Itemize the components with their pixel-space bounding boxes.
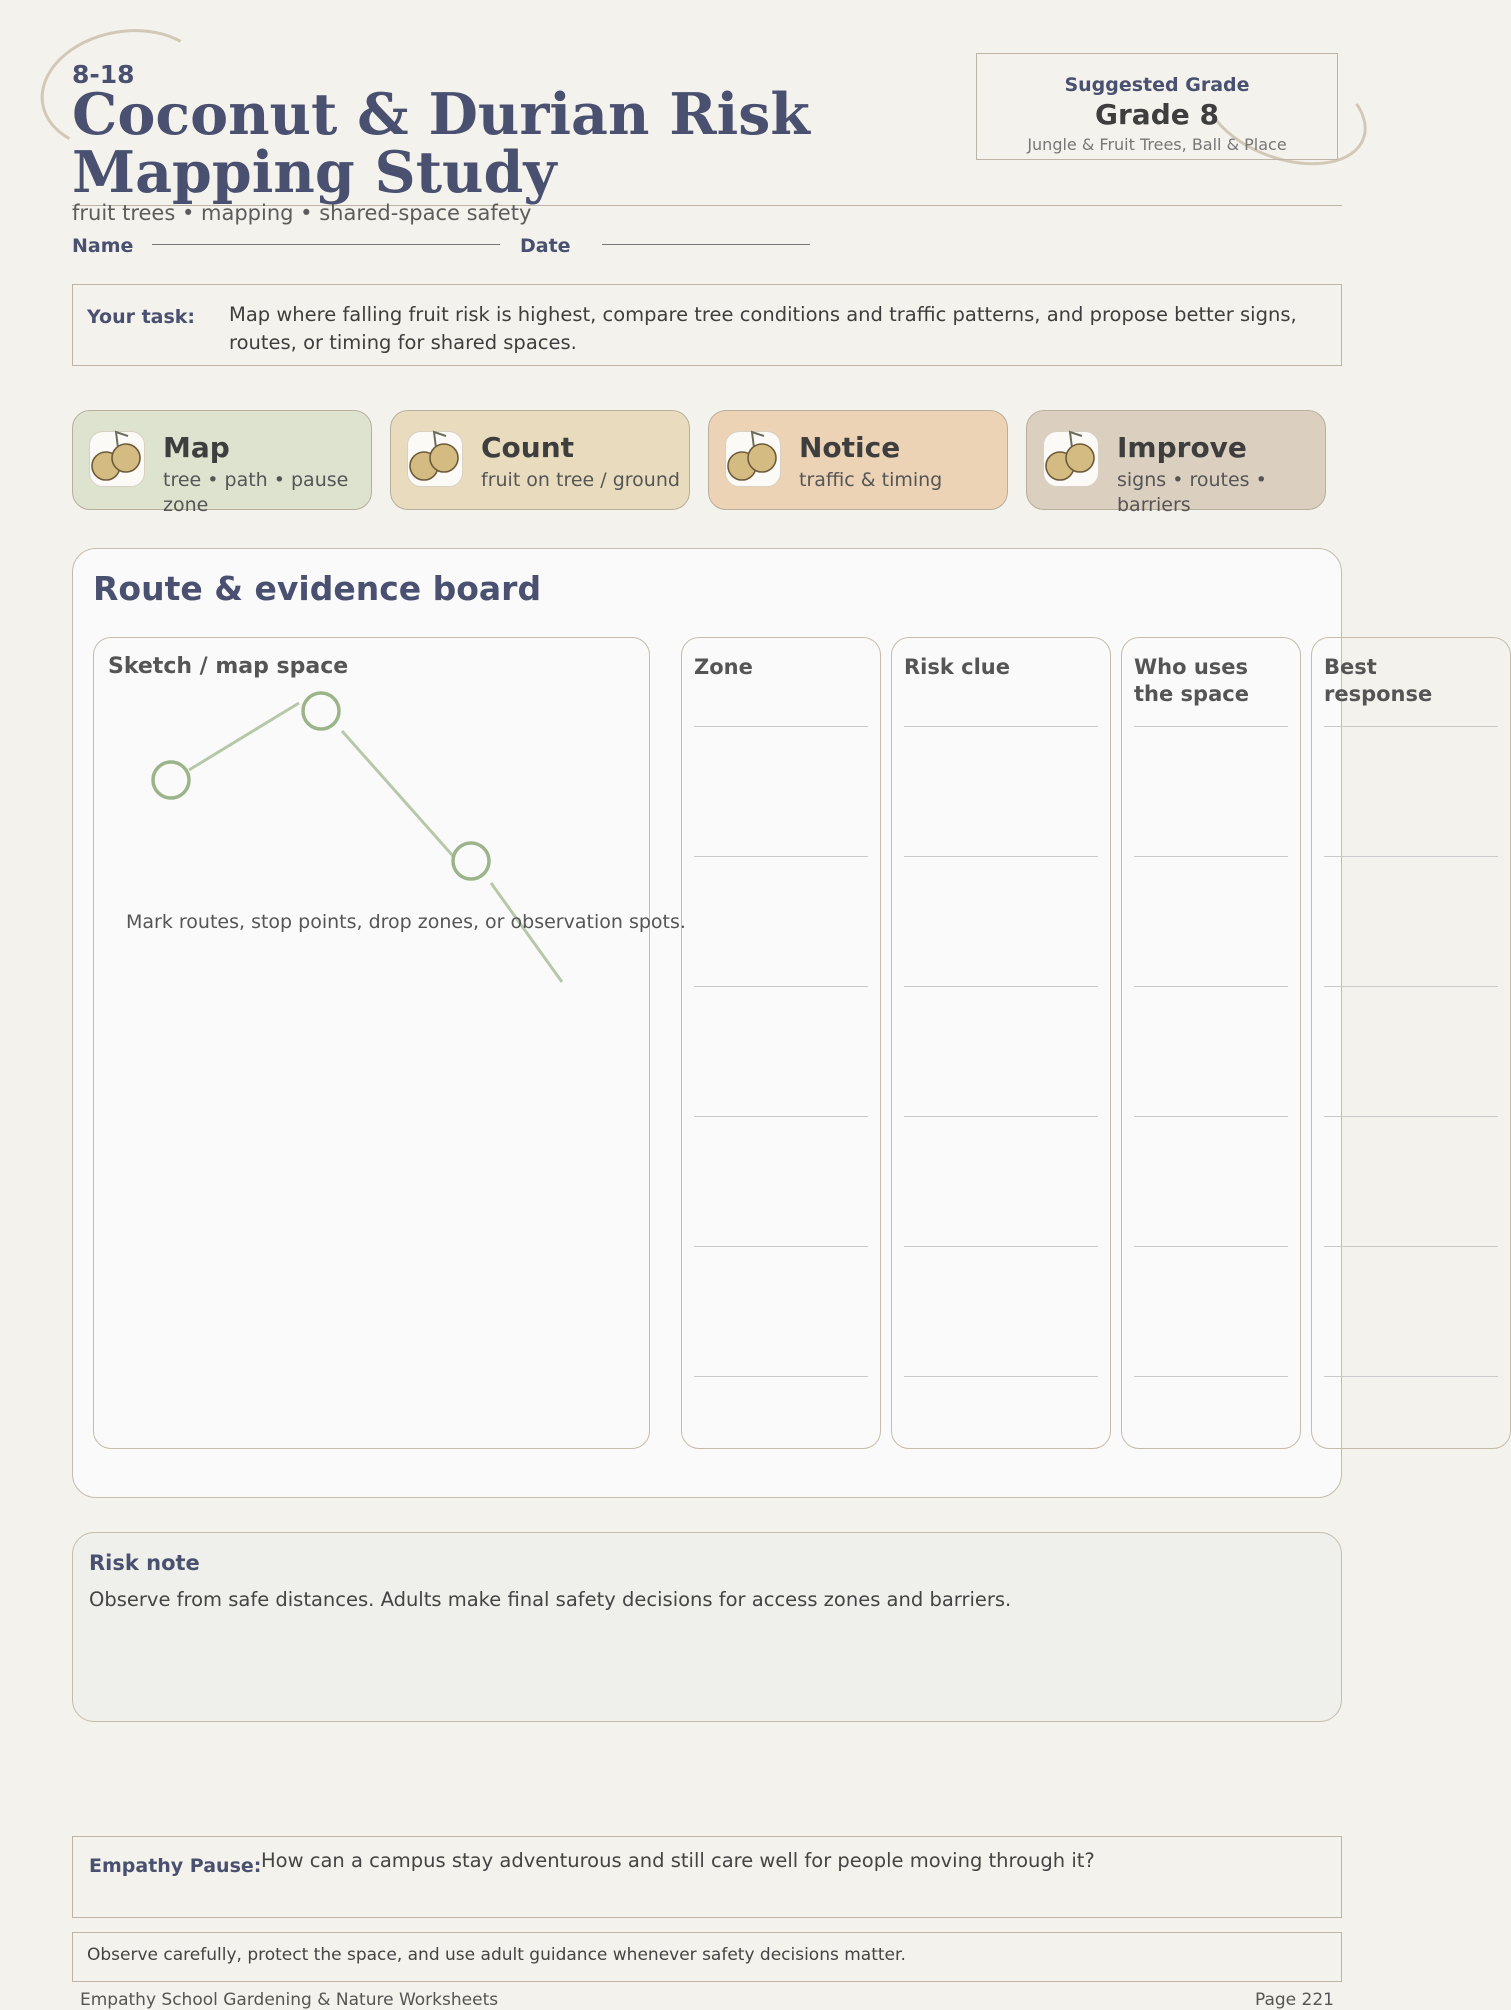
writing-line <box>1134 1116 1288 1117</box>
writing-line <box>1324 726 1498 727</box>
date-label: Date <box>520 235 571 257</box>
age-range: 8-18 <box>72 60 135 89</box>
stop-point-icon <box>303 693 339 729</box>
writing-line <box>1324 1246 1498 1247</box>
task-box <box>72 284 1342 366</box>
writing-line <box>904 856 1098 857</box>
step-subtitle: traffic & timing <box>799 469 943 491</box>
writing-line <box>694 1246 868 1247</box>
stop-point-icon <box>153 762 189 798</box>
writing-line <box>1324 1376 1498 1377</box>
route-segment <box>189 703 299 770</box>
writing-line <box>1134 986 1288 987</box>
fruit-icon <box>725 431 781 487</box>
step-card-notice <box>708 410 1008 510</box>
writing-line <box>1324 986 1498 987</box>
column-header: Risk clue <box>904 655 1010 679</box>
route-segment <box>342 731 453 856</box>
fruit-icon <box>1043 431 1099 487</box>
route-evidence-board <box>72 548 1433 1498</box>
column-header-text: Who uses the space <box>1134 655 1249 706</box>
writing-line <box>904 1376 1098 1377</box>
footer-note: Observe carefully, protect the space, and use adult guidance whenever safety decisions matter. <box>87 1945 906 1965</box>
writing-line <box>904 726 1098 727</box>
writing-line <box>1324 856 1498 857</box>
sketch-note: Mark routes, stop points, drop zones, or observation spots. <box>126 911 686 933</box>
writing-line <box>694 726 868 727</box>
column-zone[interactable] <box>681 637 881 1449</box>
risk-note-text: Observe from safe distances. Adults make final safety decisions for access zones and barriers. <box>89 1588 1012 1611</box>
stop-point-icon <box>453 843 489 879</box>
page-subtitle: fruit trees • mapping • shared-space safety <box>72 201 532 225</box>
column-risk-clue[interactable] <box>891 637 1111 1449</box>
name-field[interactable] <box>152 244 500 245</box>
column-best-response[interactable] <box>1311 637 1511 1449</box>
empathy-pause-label: Empathy Pause: <box>89 1855 262 1877</box>
fruit-icon <box>89 431 145 487</box>
name-label: Name <box>72 235 134 257</box>
empathy-pause-text: How can a campus stay adventurous and still care well for people moving through it? <box>261 1849 1095 1872</box>
writing-line <box>904 1116 1098 1117</box>
step-title: Count <box>481 431 575 464</box>
column-who-uses[interactable] <box>1121 637 1301 1449</box>
page-number: Page 221 <box>1254 1990 1334 2010</box>
sketch-map-space[interactable] <box>93 637 686 1449</box>
column-header-text: Best response <box>1324 655 1433 706</box>
date-field[interactable] <box>602 244 810 245</box>
risk-note-title: Risk note <box>89 1551 200 1575</box>
board-title: Route & evidence board <box>93 569 542 608</box>
writing-line <box>694 986 868 987</box>
step-card-improve <box>1026 410 1326 516</box>
column-header <box>1134 654 1284 708</box>
writing-line <box>694 856 868 857</box>
step-subtitle: signs • routes • barriers <box>1117 469 1267 516</box>
route-sketch <box>94 638 651 1450</box>
writing-line <box>1324 1116 1498 1117</box>
writing-line <box>904 1246 1098 1247</box>
grade-kicker: Suggested Grade <box>1064 74 1250 96</box>
footer-series: Empathy School Gardening & Nature Worksheets <box>80 1990 499 2010</box>
step-title: Notice <box>799 431 901 464</box>
writing-line <box>1134 856 1288 857</box>
footer-note-box <box>72 1932 1342 1982</box>
grade-series: Jungle & Fruit Trees, Ball & Place <box>1027 135 1287 154</box>
writing-line <box>694 1116 868 1117</box>
writing-line <box>1134 1376 1288 1377</box>
writing-line <box>1134 1246 1288 1247</box>
risk-note-box <box>72 1532 1342 1722</box>
step-card-count <box>390 410 690 510</box>
writing-line <box>1134 726 1288 727</box>
page-title: Coconut & Durian Risk Mapping Study <box>72 81 810 206</box>
step-title: Map <box>163 431 230 464</box>
step-subtitle: fruit on tree / ground <box>481 469 680 491</box>
writing-line <box>904 986 1098 987</box>
grade-box <box>976 53 1338 160</box>
column-header <box>1324 654 1444 708</box>
step-subtitle: tree • path • pause zone <box>163 469 349 516</box>
fruit-icon <box>407 431 463 487</box>
empathy-pause-box <box>72 1836 1342 1918</box>
task-text: Map where falling fruit risk is highest, compare tree conditions and traffic patterns, and propose better signs, routes, or timing for shared spaces. <box>229 303 1297 354</box>
sketch-title: Sketch / map space <box>108 654 349 679</box>
writing-line <box>694 1376 868 1377</box>
step-title: Improve <box>1117 431 1247 464</box>
grade-value: Grade 8 <box>1095 98 1219 131</box>
column-header: Zone <box>694 655 753 679</box>
task-label: Your task: <box>87 306 196 328</box>
step-card-map <box>72 410 372 516</box>
